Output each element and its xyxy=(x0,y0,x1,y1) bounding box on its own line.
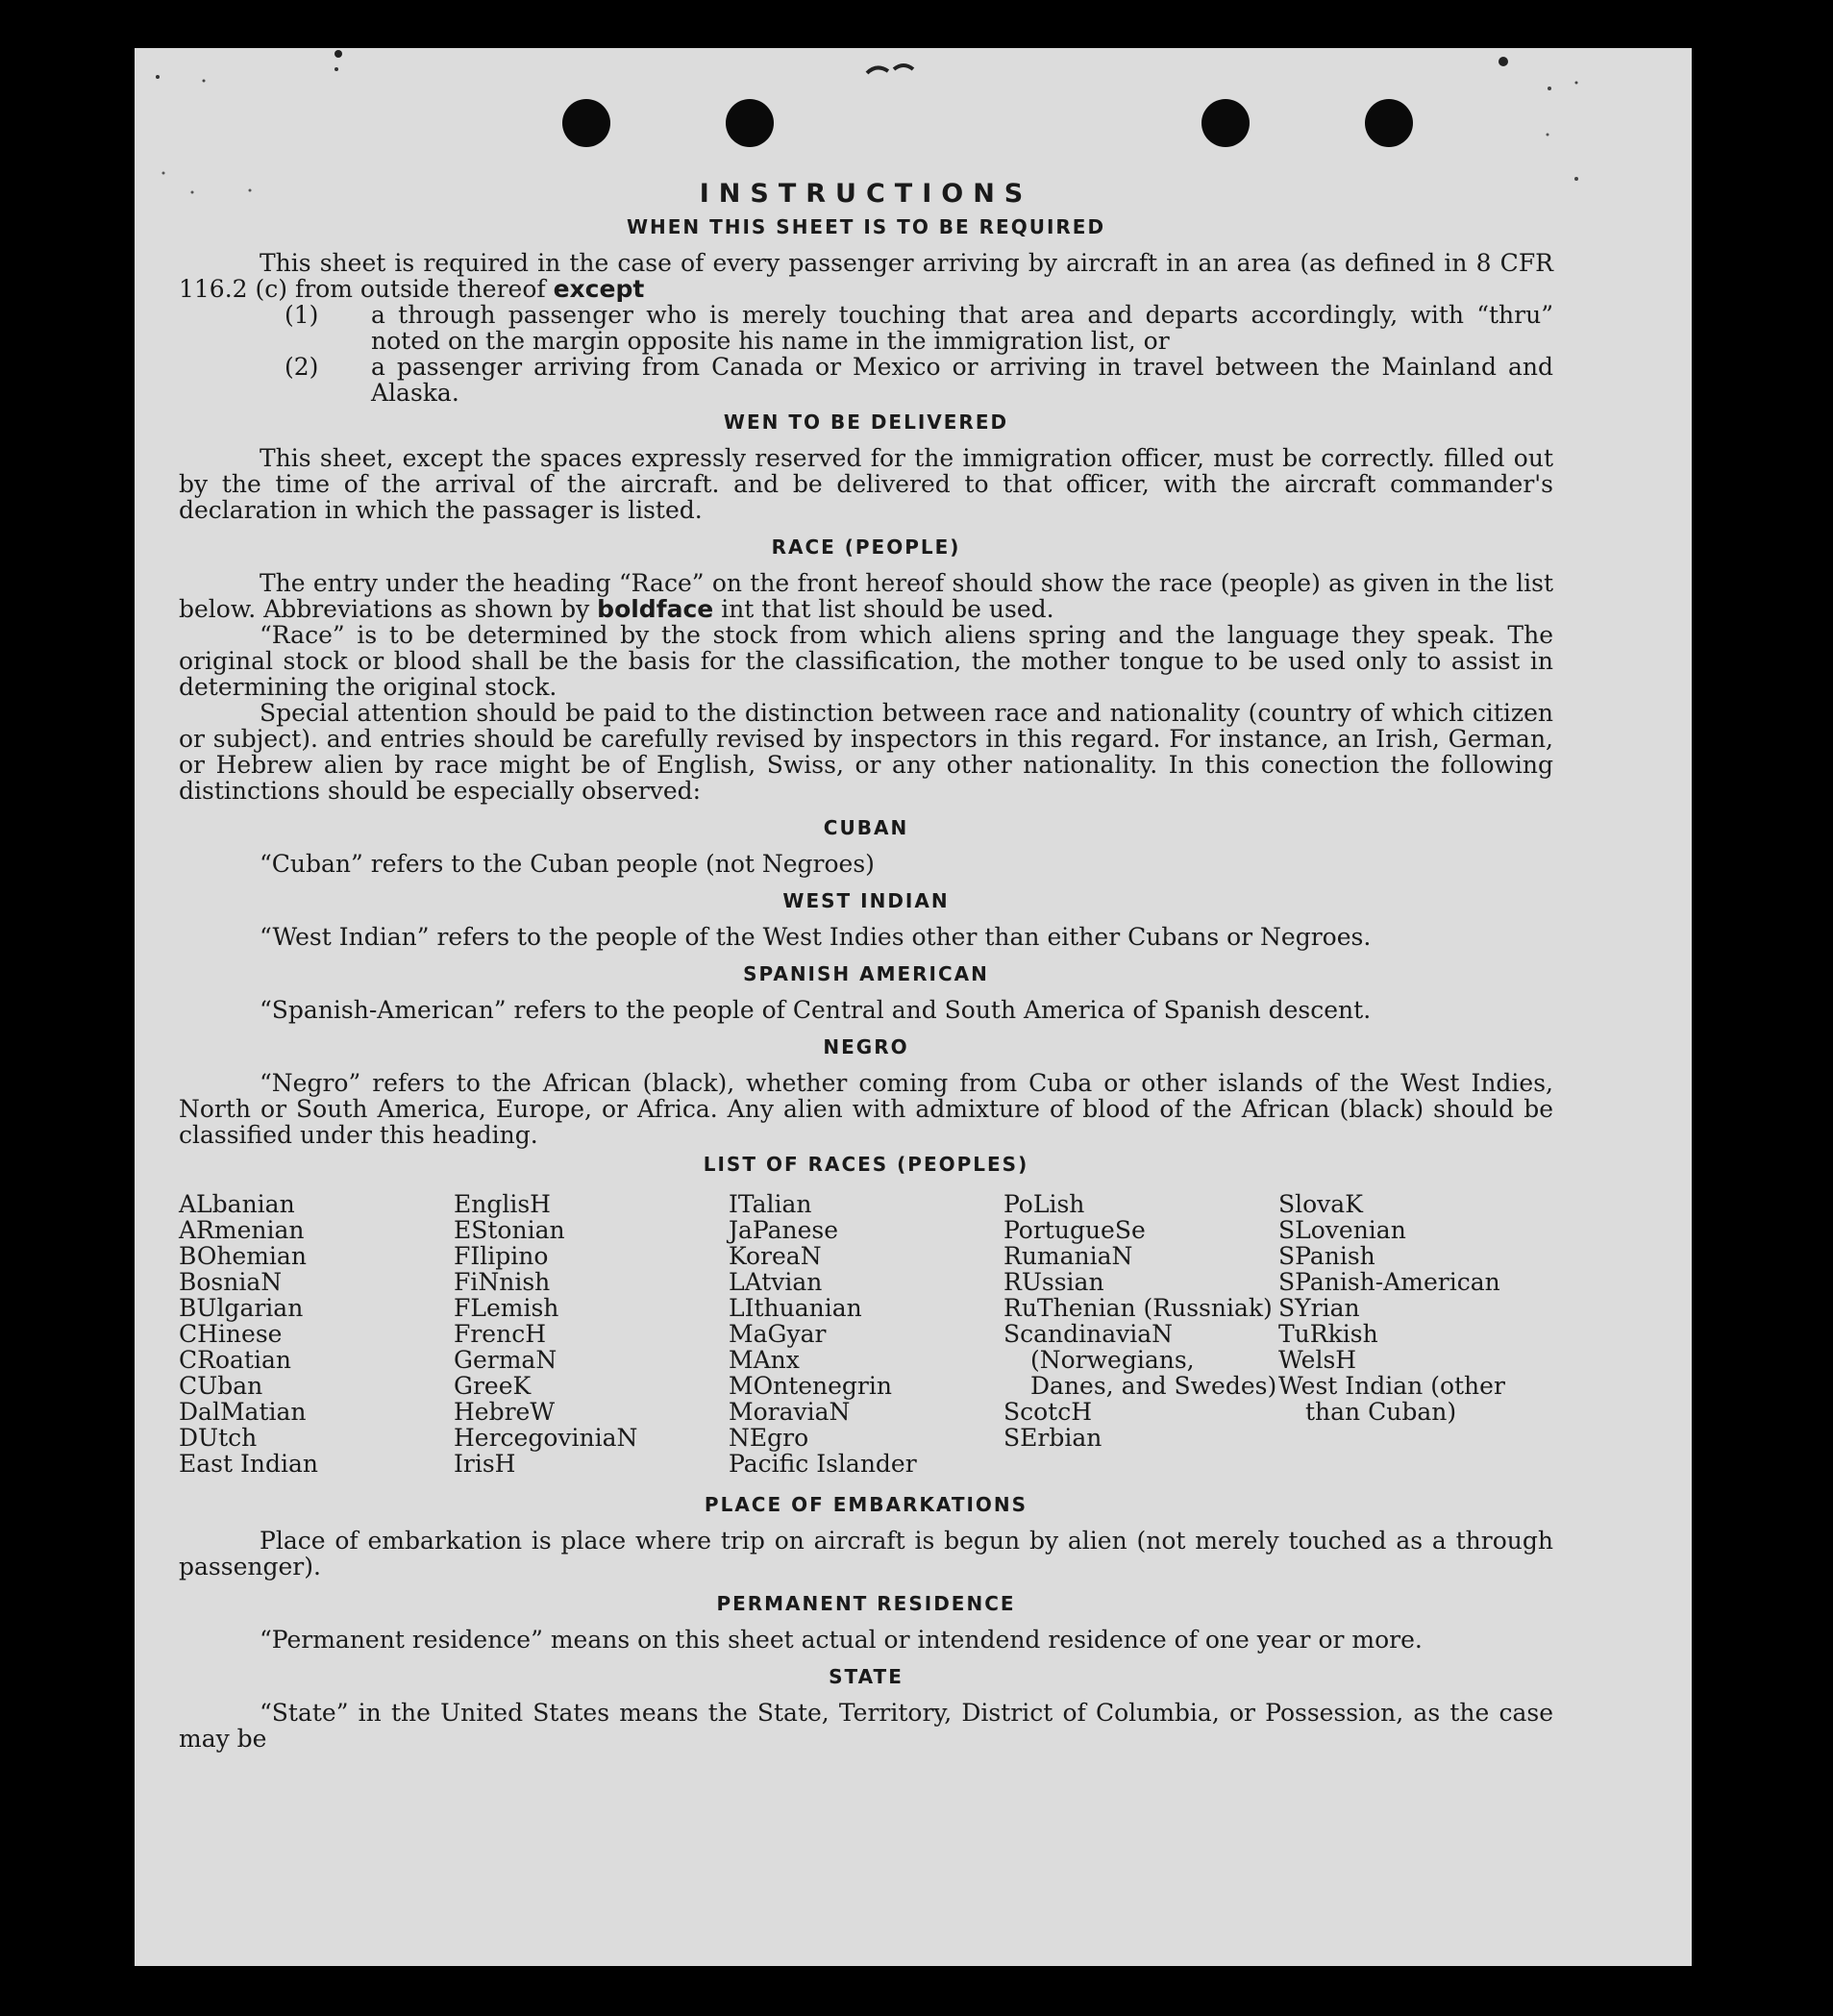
race-item: BOhemian xyxy=(179,1242,307,1270)
race-item: SlovaK xyxy=(1278,1190,1363,1218)
race-item: West Indian (other than Cuban) xyxy=(1278,1372,1505,1426)
race-item: JaPanese xyxy=(729,1216,839,1244)
race-item: MAnx xyxy=(729,1346,800,1374)
exception-item: (1) a through passenger who is merely touching that area and departs accordingly, with “thru” noted on the margin opposite his name in the immigration list, or xyxy=(285,301,1553,355)
race-item: MOntenegrin xyxy=(729,1372,892,1400)
race-item: CHinese xyxy=(179,1320,283,1348)
race-item: BosniaN xyxy=(179,1268,283,1296)
when-delivered-text: This sheet, except the spaces expressly reserved for the immigration officer, must be correctly. filled out by the time of the arrival of the aircraft. and be delivered to that officer, with the aircraft commander's declaration in which the passager is listed. xyxy=(179,444,1553,524)
race-item: RUssian xyxy=(1003,1268,1104,1296)
race-item: FLemish xyxy=(454,1294,559,1322)
race-item: GreeK xyxy=(454,1372,532,1400)
race-item: ALbanian xyxy=(179,1190,295,1218)
race-paragraph-1: The entry under the heading “Race” on the front hereof should show the race (people) as given in the list below. Abbreviations as shown by boldface int that list should be used. xyxy=(179,569,1553,623)
race-paragraph-3: Special attention should be paid to the distinction between race and nationality (country of which citizen or subject). and entries should be carefully revised by inspectors in this regard. For instance, an Irish, German, or Hebrew alien by race might be of English, Swiss, or any other nationality. In this conection the following distinctions should be especially observed: xyxy=(179,699,1553,805)
race-item: SLovenian xyxy=(1278,1216,1406,1244)
heading-race: RACE (PEOPLE) xyxy=(771,535,961,559)
heading-negro: NEGRO xyxy=(823,1035,909,1058)
race-item: EnglisH xyxy=(454,1190,551,1218)
race-column xyxy=(454,1191,729,1477)
permanent-residence-text: “Permanent residence” means on this sheet actual or intendend residence of one year or more. xyxy=(260,1626,1423,1654)
race-item: HercegoviniaN xyxy=(454,1424,638,1452)
heading-when-delivered: WEN TO BE DELIVERED xyxy=(723,411,1009,434)
race-item: CUban xyxy=(179,1372,263,1400)
race-item: Pacific Islander xyxy=(729,1450,917,1478)
race-item: HebreW xyxy=(454,1398,556,1426)
race-item: TuRkish xyxy=(1278,1320,1378,1348)
race-item: WelsH xyxy=(1278,1346,1357,1374)
race-item: CRoatian xyxy=(179,1346,291,1374)
race-item: DUtch xyxy=(179,1424,258,1452)
race-item: EStonian xyxy=(454,1216,565,1244)
race-item: FiNnish xyxy=(454,1268,551,1296)
page-title: INSTRUCTIONS xyxy=(699,179,1033,209)
race-item: PortugueSe xyxy=(1003,1216,1146,1244)
race-item: RuThenian (Russniak) xyxy=(1003,1294,1273,1322)
race-column xyxy=(1003,1191,1278,1477)
race-item: KoreaN xyxy=(729,1242,822,1270)
document-sheet xyxy=(135,48,1692,1966)
race-item: SPanish xyxy=(1278,1242,1375,1270)
race-item: SYrian xyxy=(1278,1294,1360,1322)
race-item: FrencH xyxy=(454,1320,546,1348)
embarkation-text: Place of embarkation is place where trip on aircraft is begun by alien (not merely touched as a through passenger). xyxy=(179,1527,1553,1580)
heading-state: STATE xyxy=(829,1665,904,1688)
race-item: SErbian xyxy=(1003,1424,1102,1452)
when-required-intro: This sheet is required in the case of every passenger arriving by aircraft in an area (as defined in 8 CFR 116.2 (c) from outside thereof except xyxy=(179,249,1553,303)
race-column xyxy=(179,1191,454,1477)
race-item: ScandinaviaN (Norwegians, Danes, and Swedes) xyxy=(1003,1320,1277,1400)
heading-west-indian: WEST INDIAN xyxy=(782,889,950,912)
race-item: MaGyar xyxy=(729,1320,827,1348)
race-item: ITalian xyxy=(729,1190,812,1218)
race-item: ScotcH xyxy=(1003,1398,1093,1426)
heading-embarkation: PLACE OF EMBARKATIONS xyxy=(704,1493,1028,1516)
race-item: SPanish-American xyxy=(1278,1268,1500,1296)
spanish-american-text: “Spanish-American” refers to the people of Central and South America of Spanish descent. xyxy=(260,996,1372,1024)
race-item: NEgro xyxy=(729,1424,809,1452)
race-column xyxy=(1278,1191,1553,1477)
race-item: LAtvian xyxy=(729,1268,823,1296)
race-item: ARmenian xyxy=(179,1216,305,1244)
heading-list-of-races: LIST OF RACES (PEOPLES) xyxy=(703,1153,1029,1176)
instructions-content xyxy=(179,181,1553,1752)
state-text: “State” in the United States means the State, Territory, District of Columbia, or Possession, as the case may be xyxy=(179,1699,1553,1753)
race-item: PoLish xyxy=(1003,1190,1085,1218)
race-column xyxy=(729,1191,1003,1477)
heading-cuban: CUBAN xyxy=(823,816,909,839)
race-item: BUlgarian xyxy=(179,1294,304,1322)
heading-permanent-residence: PERMANENT RESIDENCE xyxy=(716,1592,1016,1615)
race-item: IrisH xyxy=(454,1450,516,1478)
race-item: DalMatian xyxy=(179,1398,307,1426)
race-item: LIthuanian xyxy=(729,1294,862,1322)
exception-item: (2) a passenger arriving from Canada or Mexico or arriving in travel between the Mainland and Alaska. xyxy=(285,353,1553,407)
race-item: GermaN xyxy=(454,1346,557,1374)
race-item: RumaniaN xyxy=(1003,1242,1133,1270)
race-item: FIlipino xyxy=(454,1242,549,1270)
race-paragraph-2: “Race” is to be determined by the stock from which aliens spring and the language they speak. The original stock or blood shall be the basis for the classification, the mother tongue to be used only to assist in determining the original stock. xyxy=(179,621,1553,701)
race-list xyxy=(179,1191,1553,1477)
west-indian-text: “West Indian” refers to the people of the West Indies other than either Cubans or Negroes. xyxy=(260,923,1372,951)
heading-spanish-american: SPANISH AMERICAN xyxy=(743,962,989,985)
heading-when-required: WHEN THIS SHEET IS TO BE REQUIRED xyxy=(626,215,1106,238)
race-item: MoraviaN xyxy=(729,1398,851,1426)
negro-text: “Negro” refers to the African (black), whether coming from Cuba or other islands of the West Indies, North or South America, Europe, or Africa. Any alien with admixture of blood of the African (black) should be classified under this heading. xyxy=(179,1069,1553,1149)
race-item: East Indian xyxy=(179,1450,318,1478)
cuban-text: “Cuban” refers to the Cuban people (not Negroes) xyxy=(260,850,875,878)
